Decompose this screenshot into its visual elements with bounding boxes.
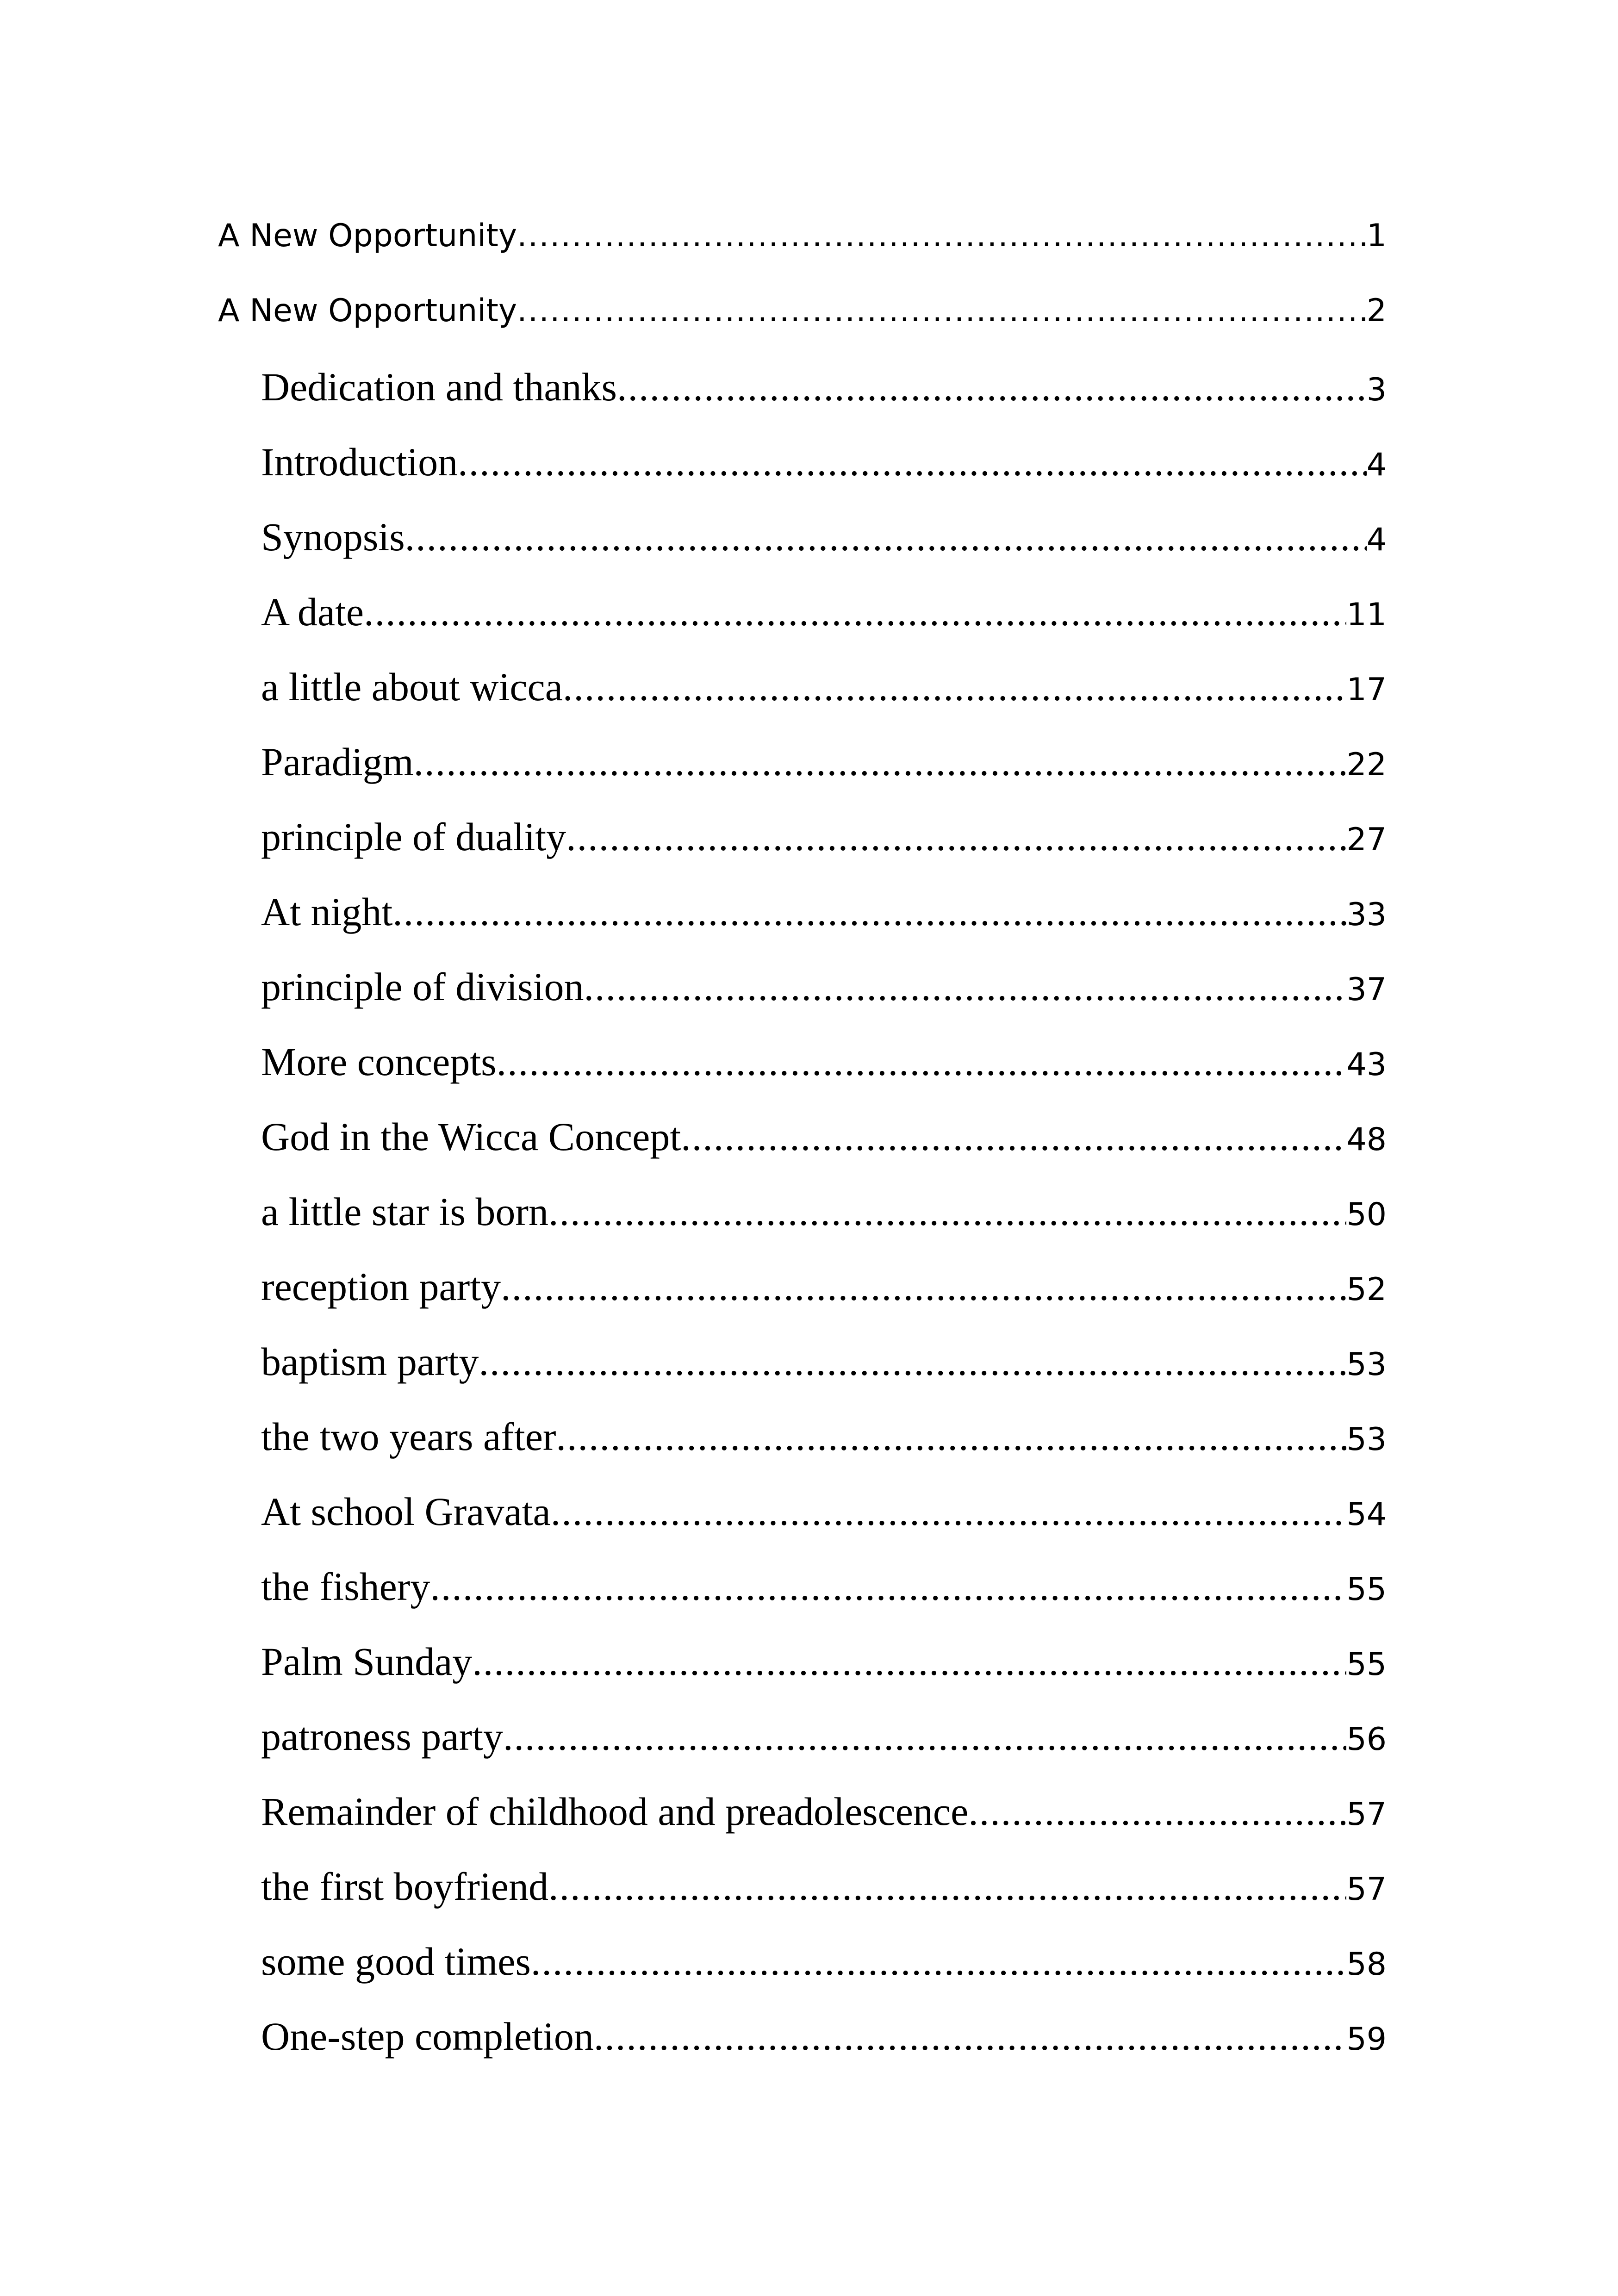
toc-entry-title: the fishery — [261, 1564, 430, 1609]
toc-entry[interactable] — [261, 1338, 1387, 1385]
toc-entry-title: At night — [261, 890, 393, 934]
toc-dot-leader — [364, 589, 1346, 635]
toc-entry[interactable] — [261, 1863, 1387, 1910]
toc-entry-title: God in the Wicca Concept — [261, 1114, 681, 1159]
toc-dot-leader — [594, 2013, 1347, 2060]
toc-entry-page: 52 — [1346, 1271, 1387, 1308]
toc-entry[interactable] — [261, 1713, 1387, 1760]
toc-entry-title: Paradigm — [261, 740, 414, 784]
toc-dot-leader — [430, 1563, 1346, 1610]
toc-entry-page: 2 — [1366, 292, 1387, 329]
toc-entry-title: a little about wicca — [261, 665, 563, 709]
toc-entry[interactable] — [261, 664, 1387, 710]
toc-entry-title: A date — [261, 590, 364, 634]
toc-dot-leader — [497, 1039, 1347, 1085]
toc-entry-page: 59 — [1346, 2021, 1387, 2058]
toc-entry[interactable] — [261, 439, 1387, 485]
toc-dot-leader — [617, 364, 1367, 410]
toc-entry[interactable] — [261, 1788, 1387, 1835]
toc-entry[interactable] — [261, 1039, 1387, 1085]
toc-entry-title: baptism party — [261, 1339, 479, 1384]
toc-entry[interactable] — [218, 218, 1387, 254]
toc-entry-title: A New Opportunity — [218, 218, 517, 254]
toc-entry-page: 48 — [1346, 1121, 1387, 1158]
toc-entry-page: 50 — [1346, 1196, 1387, 1233]
toc-entry-page: 57 — [1346, 1796, 1387, 1833]
toc-entry-page: 37 — [1346, 971, 1387, 1008]
toc-entry[interactable] — [261, 589, 1387, 635]
toc-dot-leader — [584, 964, 1346, 1010]
toc-dot-leader — [479, 1338, 1347, 1385]
toc-entry-page: 27 — [1346, 821, 1387, 858]
toc-entry[interactable] — [261, 1114, 1387, 1160]
toc-entry-title: a little star is born — [261, 1189, 548, 1234]
toc-entry-title: More concepts — [261, 1039, 497, 1084]
toc-entry[interactable] — [261, 1563, 1387, 1610]
toc-dot-leader — [548, 1863, 1347, 1910]
toc-entry-page: 58 — [1346, 1946, 1387, 1983]
toc-entry-title: One-step completion — [261, 2014, 594, 2059]
toc-entry-page: 53 — [1346, 1421, 1387, 1458]
toc-entry[interactable] — [261, 1488, 1387, 1535]
toc-dot-leader — [405, 514, 1367, 560]
toc-entry-title: the two years after — [261, 1414, 556, 1459]
toc-entry[interactable] — [261, 814, 1387, 860]
toc-entry-page: 57 — [1346, 1871, 1387, 1908]
toc-entry-page: 22 — [1346, 747, 1387, 783]
toc-entry-page: 55 — [1346, 1646, 1387, 1683]
toc-entry-title: principle of division — [261, 964, 584, 1009]
toc-dot-leader — [563, 664, 1347, 710]
toc-entry[interactable] — [261, 1413, 1387, 1460]
toc-entry[interactable] — [261, 1188, 1387, 1235]
toc-entry[interactable] — [261, 2013, 1387, 2060]
toc-dot-leader — [503, 1713, 1346, 1760]
toc-entry[interactable] — [261, 364, 1387, 410]
toc-entry[interactable] — [261, 739, 1387, 785]
toc-entry-title: some good times — [261, 1939, 531, 1984]
toc-entry-title: reception party — [261, 1264, 501, 1309]
toc-entry-page: 11 — [1346, 597, 1387, 633]
toc-entry-page: 4 — [1366, 447, 1387, 483]
toc-entry-title: Synopsis — [261, 515, 405, 559]
toc-entry-page: 3 — [1366, 372, 1387, 408]
toc-entry[interactable] — [261, 1638, 1387, 1685]
toc-dot-leader — [517, 292, 1367, 329]
toc-entry-title: principle of duality — [261, 815, 566, 859]
toc-entry[interactable] — [261, 1938, 1387, 1985]
toc-dot-leader — [531, 1938, 1347, 1985]
toc-entry-title: Introduction — [261, 440, 458, 484]
toc-dot-leader — [414, 739, 1347, 785]
toc-entry-title: Dedication and thanks — [261, 365, 617, 409]
toc-entry-page: 55 — [1346, 1571, 1387, 1608]
toc-dot-leader — [392, 889, 1346, 935]
toc-entry-title: A New Opportunity — [218, 292, 517, 329]
toc-entry-page: 53 — [1346, 1346, 1387, 1383]
toc-entry-page: 43 — [1346, 1046, 1387, 1083]
toc-dot-leader — [501, 1263, 1346, 1310]
toc-entry[interactable] — [261, 1263, 1387, 1310]
toc-entry[interactable] — [261, 889, 1387, 935]
toc-entry-page: 4 — [1366, 522, 1387, 558]
toc-entry-title: Remainder of childhood and preadolescence — [261, 1789, 969, 1834]
toc-entry-page: 17 — [1346, 672, 1387, 708]
toc-dot-leader — [968, 1788, 1346, 1835]
toc-entry-page: 54 — [1346, 1496, 1387, 1533]
toc-entry[interactable] — [261, 514, 1387, 560]
toc-dot-leader — [458, 439, 1367, 485]
toc-entry-title: patroness party — [261, 1714, 504, 1759]
toc-dot-leader — [556, 1413, 1347, 1460]
toc-entry-title: At school Gravata — [261, 1489, 551, 1534]
toc-entry[interactable] — [261, 964, 1387, 1010]
toc-entry-page: 56 — [1346, 1721, 1387, 1758]
toc-dot-leader — [566, 814, 1346, 860]
toc-dot-leader — [517, 218, 1367, 254]
toc-entry-page: 1 — [1366, 218, 1387, 254]
toc-dot-leader — [548, 1188, 1346, 1235]
toc-dot-leader — [681, 1114, 1346, 1160]
toc-entry-title: Palm Sunday — [261, 1639, 473, 1684]
toc-dot-leader — [472, 1638, 1346, 1685]
toc-entry[interactable] — [218, 292, 1387, 329]
toc-dot-leader — [551, 1488, 1347, 1535]
toc-entry-title: the first boyfriend — [261, 1864, 548, 1909]
toc-entry-page: 33 — [1346, 896, 1387, 933]
